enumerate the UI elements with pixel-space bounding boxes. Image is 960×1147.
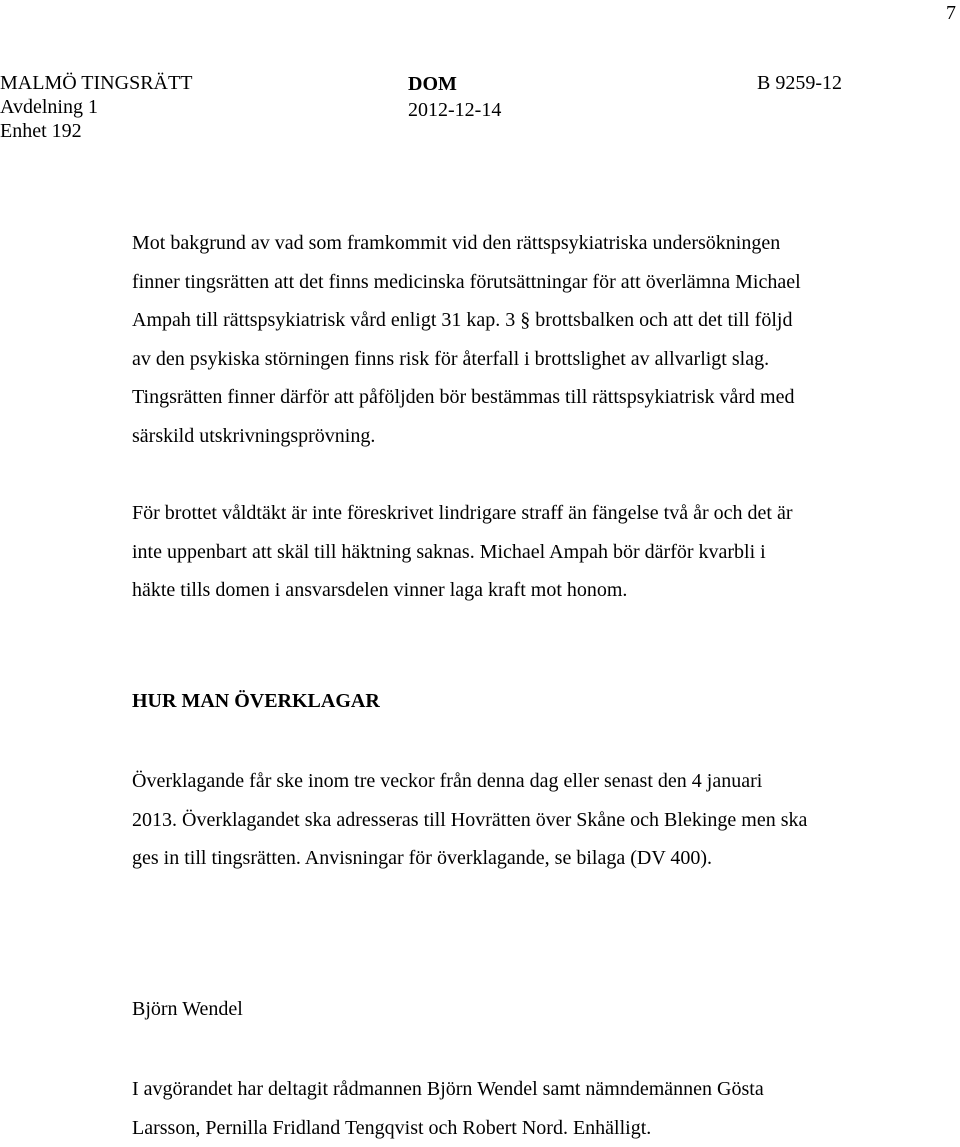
page-number: 7 xyxy=(946,2,956,24)
composition-text: I avgörandet har deltagit rådmannen Björn Wendel samt nämndemännen Gösta Larsson, Pernilla Fridland Tengqvist och Robert Nord. Enhälligt. xyxy=(132,1078,764,1139)
judge-name: Björn Wendel xyxy=(132,998,243,1020)
paragraph-detention xyxy=(132,494,892,610)
paragraph-text: För brottet våldtäkt är inte föreskrivet lindrigare straff än fängelse två år och det är inte uppenbart att skäl till häktning saknas. Michael Ampah bör därför kvarbli i häkte tills domen i ansvarsdelen vinner laga kraft mot honom. xyxy=(132,502,793,601)
division-label: Avdelning 1 xyxy=(0,96,98,118)
paragraph-composition xyxy=(132,1070,892,1147)
header-court-info xyxy=(0,71,192,143)
paragraph-appeal xyxy=(132,762,892,878)
header-doc-info xyxy=(408,71,501,123)
court-name: MALMÖ TINGSRÄTT xyxy=(0,72,193,94)
appeal-heading: HUR MAN ÖVERKLAGAR xyxy=(132,690,380,712)
document-date: 2012-12-14 xyxy=(408,99,502,121)
paragraph-assessment xyxy=(132,224,892,455)
unit-label: Enhet 192 xyxy=(0,120,82,142)
appeal-text: Överklagande får ske inom tre veckor från denna dag eller senast den 4 januari 2013. Överklagandet ska adresseras till Hovrätten över Skåne och Blekinge men ska ges in till tingsrätten. Anvisningar för överklagande, se bilaga (DV 400). xyxy=(132,770,808,869)
document-type: DOM xyxy=(408,73,457,95)
header-case-number: B 9259-12 xyxy=(757,72,842,94)
paragraph-text: Mot bakgrund av vad som framkommit vid den rättspsykiatriska undersökningen finner tingsrätten att det finns medicinska förutsättningar för att överlämna Michael Ampah till rättspsykiatrisk vård enligt 31 kap. 3 § brottsbalken och att det till följd av den psykiska störningen finns risk för återfall i brottslighet av allvarligt slag. Tingsrätten finner därför att påföljden bör bestämmas till rättspsykiatrisk vård med särskild utskrivningsprövning. xyxy=(132,232,801,447)
